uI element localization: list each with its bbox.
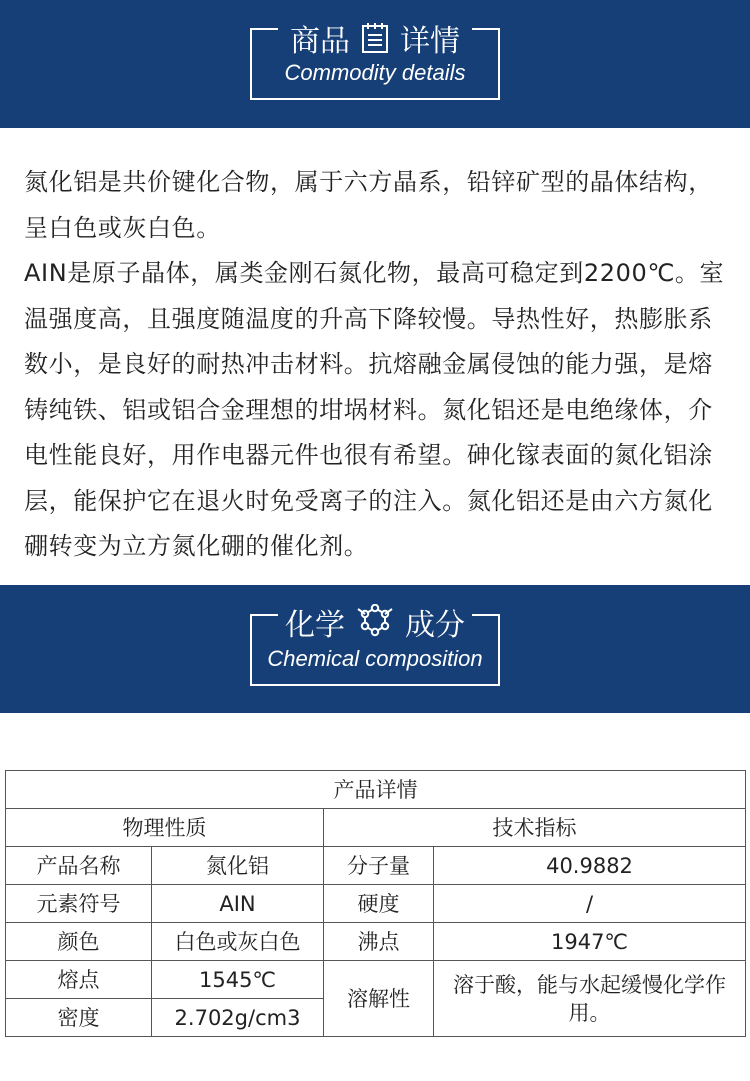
section-subtitle: Chemical composition [267, 646, 483, 671]
section-title-commodity [290, 16, 460, 60]
spec-name: 分子量 [324, 847, 434, 885]
intro-text [24, 160, 736, 570]
table-row [6, 923, 746, 961]
table-row [6, 885, 746, 923]
spec-value: 40.9882 [434, 847, 746, 885]
property-value: 氮化铝 [152, 847, 324, 885]
property-name: 颜色 [6, 923, 152, 961]
spec-name: 沸点 [324, 923, 434, 961]
spec-name: 硬度 [324, 885, 434, 923]
table-caption-row [6, 771, 746, 809]
title-left: 商品 [290, 24, 350, 59]
property-value: 2.702g/cm3 [152, 999, 324, 1037]
intro-paragraph-1: 氮化铝是共价键化合物，属于六方晶系，铅锌矿型的晶体结构，呈白色或灰白色。 [24, 168, 713, 242]
left-header: 物理性质 [6, 809, 324, 847]
property-value: 白色或灰白色 [152, 923, 324, 961]
table-row [6, 847, 746, 885]
property-name: 密度 [6, 999, 152, 1037]
right-header: 技术指标 [324, 809, 746, 847]
property-name: 元素符号 [6, 885, 152, 923]
property-value: AIN [152, 885, 324, 923]
table-row [6, 961, 746, 999]
property-value: 1545℃ [152, 961, 324, 999]
title-right: 详情 [400, 24, 460, 59]
spec-table [5, 770, 746, 1037]
section-title-chemical [285, 600, 465, 644]
title-left: 化学 [285, 608, 345, 643]
table-caption: 产品详情 [6, 771, 746, 809]
notepad-icon [360, 22, 390, 54]
table-header-row [6, 809, 746, 847]
spec-name: 溶解性 [324, 961, 434, 1037]
title-right: 成分 [405, 608, 465, 643]
intro-paragraph-2: AIN是原子晶体，属类金刚石氮化物，最高可稳定到2200℃。室温强度高，且强度随温度的升高下降较慢。导热性好，热膨胀系数小，是良好的耐热冲击材料。抗熔融金属侵蚀的能力强，是熔铸纯铁、铝或铝合金理想的坩埚材料。氮化铝还是电绝缘体，介电性能良好，用作电器元件也很有希望。砷化镓表面的氮化铝涂层，能保护它在退火时免受离子的注入。氮化铝还是由六方氮化硼转变为立方氮化硼的催化剂。 [24, 259, 725, 560]
property-name: 熔点 [6, 961, 152, 999]
molecule-icon [355, 604, 395, 640]
spec-value: 溶于酸，能与水起缓慢化学作用。 [434, 961, 746, 1037]
property-name: 产品名称 [6, 847, 152, 885]
spec-value: / [434, 885, 746, 923]
section-subtitle: Commodity details [284, 60, 466, 85]
spec-value: 1947℃ [434, 923, 746, 961]
